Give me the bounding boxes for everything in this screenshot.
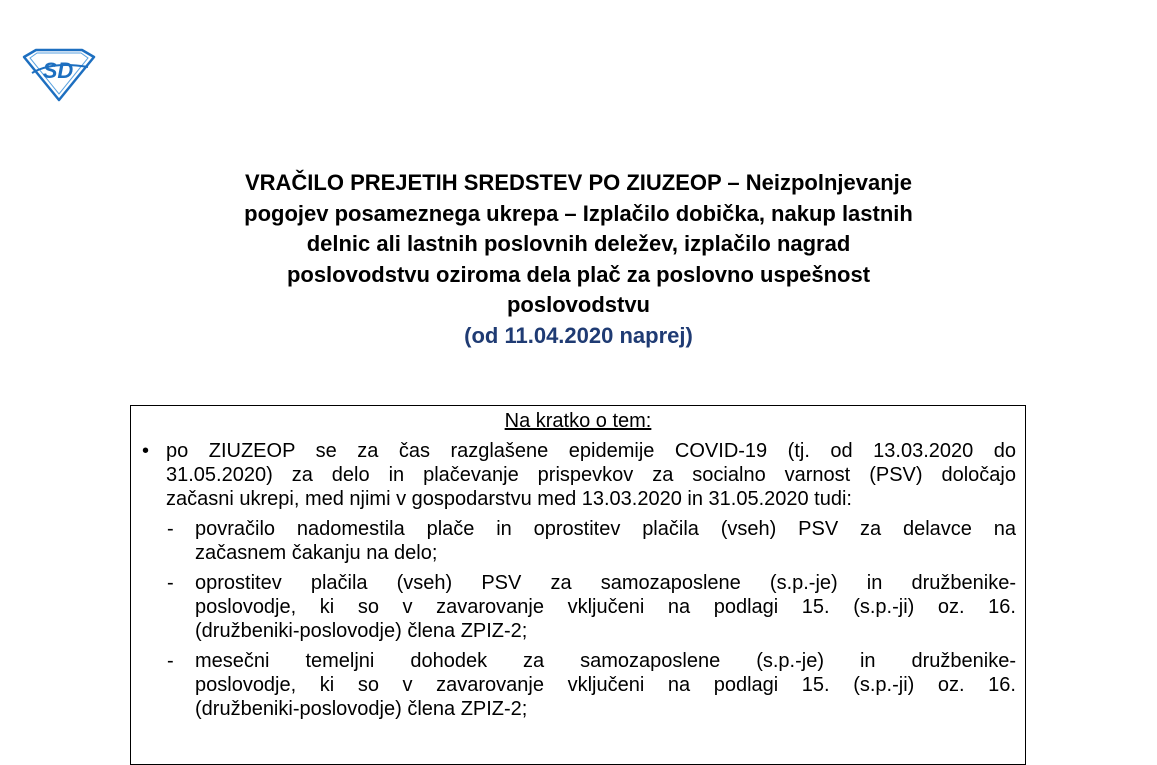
summary-item-line: po ZIUZEOP se za čas razglašene epidemije COVID-19 (tj. od 13.03.2020 do	[166, 440, 1016, 462]
title-line: poslovodstvu	[506, 292, 650, 317]
dash-marker: -	[167, 572, 174, 594]
document-title	[140, 168, 1017, 351]
sub-item-line: poslovodje, ki so v zavarovanje vključeni na podlagi 15. (s.p.-ji) oz. 16.	[195, 596, 1016, 618]
bullet-icon: •	[142, 440, 150, 462]
title-line: pogojev posameznega ukrepa – Izplačilo dobička, nakup lastnih	[244, 200, 913, 226]
sub-item-line: povračilo nadomestila plače in oprostitev plačila (vseh) PSV za delavce na	[195, 518, 1016, 540]
sub-item-line: začasnem čakanju na delo;	[195, 542, 438, 564]
summary-item-line: 31.05.2020) za delo in plačevanje prispevkov za socialno varnost (PSV) določajo	[166, 464, 1016, 486]
sub-item-line: oprostitev plačila (vseh) PSV za samozaposlene (s.p.-je) in družbenike-	[195, 572, 1016, 594]
sub-item-line: poslovodje, ki so v zavarovanje vključeni na podlagi 15. (s.p.-ji) oz. 16.	[195, 674, 1016, 696]
svg-text:SD: SD	[42, 58, 74, 83]
title-line: poslovodstvu oziroma dela plač za poslovno uspešnost	[286, 261, 871, 287]
summary-heading: Na kratko o tem:	[504, 410, 652, 432]
summary-box	[130, 405, 1026, 765]
dash-marker: -	[167, 518, 174, 540]
sub-item-line: (družbeniki-poslovodje) člena ZPIZ-2;	[195, 698, 528, 720]
summary-item-line: začasni ukrepi, med njimi v gospodarstvu med 13.03.2020 in 31.05.2020 tudi:	[166, 488, 852, 510]
title-line: delnic ali lastnih poslovnih deležev, izplačilo nagrad	[306, 231, 851, 256]
dash-marker: -	[167, 650, 174, 672]
title-date: (od 11.04.2020 naprej)	[464, 322, 693, 348]
sub-item-line: mesečni temeljni dohodek za samozaposlene (s.p.-je) in družbenike-	[195, 650, 1016, 672]
title-line: VRAČILO PREJETIH SREDSTEV PO ZIUZEOP – Neizpolnjevanje	[244, 170, 913, 195]
logo-icon	[22, 47, 96, 103]
sub-item-line: (družbeniki-poslovodje) člena ZPIZ-2;	[195, 620, 528, 642]
